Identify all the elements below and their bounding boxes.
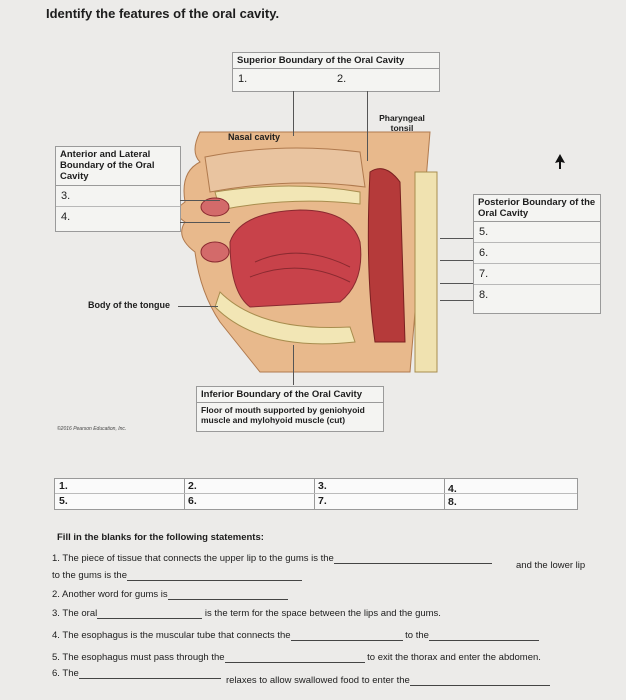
mouse-cursor-icon (554, 154, 566, 170)
answer-cell-2[interactable]: 2. (188, 480, 197, 492)
copyright-credit: ©2016 Pearson Education, Inc. (57, 426, 127, 432)
q1-text-a: 1. The piece of tissue that connects the upper lip to the gums is the (52, 553, 334, 564)
answer-cell-3[interactable]: 3. (318, 480, 327, 492)
q5-text-a: 5. The esophagus must pass through the (52, 652, 225, 663)
anterior-boundary-header: Anterior and Lateral Boundary of the Oral Cavity (56, 147, 180, 186)
q2-blank[interactable] (168, 589, 288, 600)
answer-cell-5[interactable]: 5. (59, 495, 68, 507)
posterior-boundary-header: Posterior Boundary of the Oral Cavity (474, 195, 600, 222)
q6-blank-b[interactable] (410, 675, 550, 686)
answer-label-3: 3. (56, 186, 180, 207)
answer-cell-1[interactable]: 1. (59, 480, 68, 492)
q1-blank-a[interactable] (334, 553, 492, 564)
q5-text-b: to exit the thorax and enter the abdomen. (367, 652, 541, 663)
superior-boundary-box (232, 52, 440, 92)
q3-blank[interactable] (97, 608, 202, 619)
q5-blank[interactable] (225, 652, 365, 663)
answer-label-6: 6. (474, 243, 600, 264)
answer-label-1: 1. (238, 73, 248, 85)
q6-text-b: relaxes to allow swallowed food to enter the (226, 675, 410, 686)
q6-blank-a[interactable] (79, 668, 221, 679)
answer-label-2: 2. (337, 73, 347, 85)
answer-table (54, 478, 578, 510)
q6-text-a: 6. The (52, 668, 79, 679)
q4-blank-a[interactable] (291, 630, 403, 641)
answer-label-8: 8. (479, 289, 489, 301)
body-of-tongue-label: Body of the tongue (88, 300, 170, 310)
answer-label-4: 4. (61, 211, 71, 223)
q2-text: 2. Another word for gums is (52, 589, 168, 600)
inferior-boundary-body: Floor of mouth supported by geniohyoid muscle and mylohyoid muscle (cut) (201, 405, 365, 425)
q3-text-b: is the term for the space between the lips and the gums. (204, 608, 441, 619)
nasal-cavity-label: Nasal cavity (228, 132, 281, 142)
answer-cell-8[interactable]: 8. (448, 496, 457, 508)
q3-text-a: 3. The oral (52, 608, 98, 619)
q4-text-b: to the (405, 630, 429, 641)
q1-text-b: and the lower lip (516, 560, 586, 571)
q4-text-a: 4. The esophagus is the muscular tube that connects the (52, 630, 291, 641)
answer-cell-6[interactable]: 6. (188, 495, 197, 507)
inferior-boundary-box (196, 386, 384, 432)
posterior-boundary-box (473, 194, 601, 314)
answer-cell-4[interactable]: 4. (448, 483, 457, 495)
pharyngeal-tonsil-label: Pharyngeal tonsil (379, 113, 425, 133)
inferior-boundary-header: Inferior Boundary of the Oral Cavity (197, 387, 383, 403)
q4-blank-b[interactable] (429, 630, 539, 641)
q1-text-c: to the gums is the (52, 570, 127, 581)
q1-blank-b[interactable] (127, 570, 302, 581)
answer-label-7: 7. (474, 264, 600, 285)
fill-heading: Fill in the blanks for the following statements: (57, 532, 264, 543)
page-title: Identify the features of the oral cavity. (46, 6, 280, 21)
oral-cavity-illustration (160, 92, 480, 382)
answer-label-5: 5. (474, 222, 600, 243)
anterior-boundary-box (55, 146, 181, 232)
superior-boundary-header: Superior Boundary of the Oral Cavity (233, 53, 439, 69)
answer-cell-7[interactable]: 7. (318, 495, 327, 507)
